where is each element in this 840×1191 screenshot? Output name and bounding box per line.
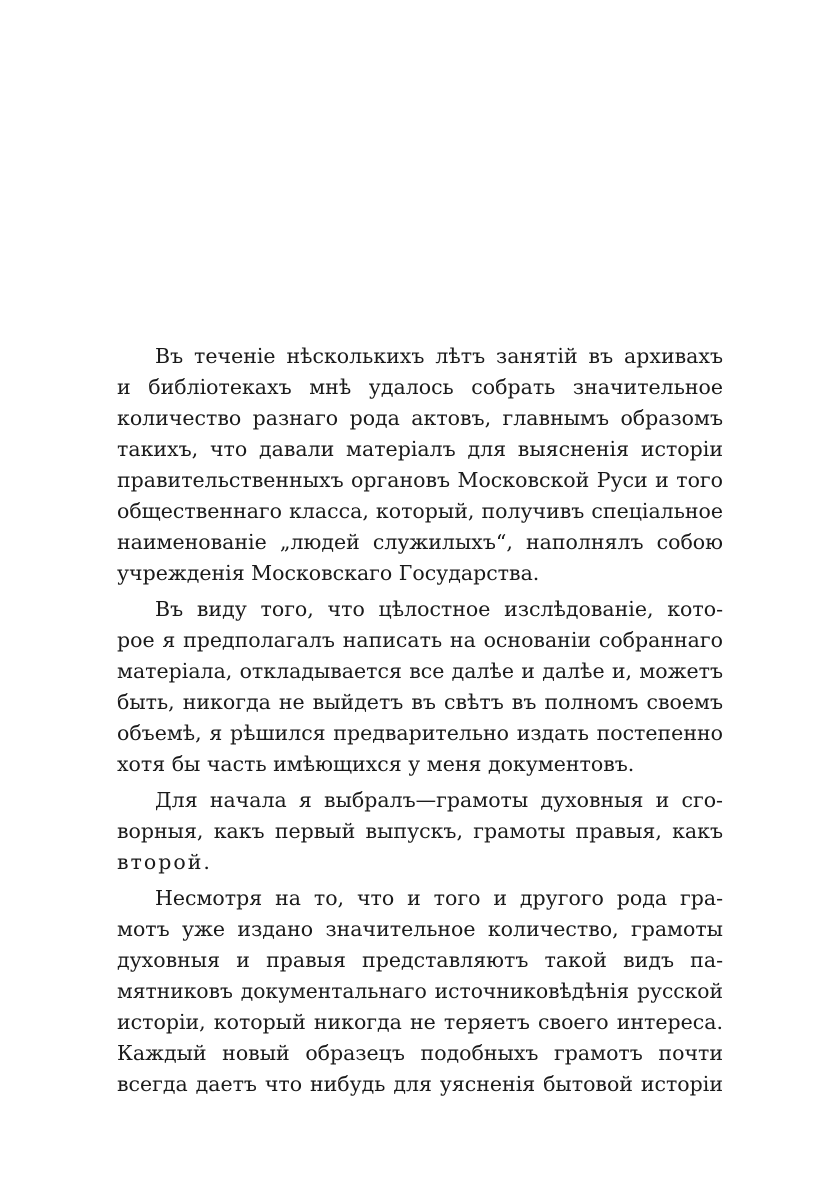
text-line: быть, никогда не выйдетъ въ свѣтъ въ полномъ своемъ: [117, 690, 723, 714]
paragraph-3: [117, 785, 723, 878]
text-line: Несмотря на то, что и того и другого рода гра-: [155, 886, 723, 910]
text-line: Каждый новый образецъ подобныхъ грамотъ почти: [117, 1041, 723, 1065]
paragraph-2: [117, 594, 723, 780]
text-line: Для начала я выбралъ—грамоты духовныя и сго-: [155, 788, 723, 812]
text-line: и библіотекахъ мнѣ удалось собрать значительное: [117, 375, 723, 399]
text-line: матеріала, откладывается все далѣе и далѣе и, можетъ: [117, 659, 723, 683]
text-line: Въ виду того, что цѣлостное изслѣдованіе, кото-: [155, 597, 723, 621]
text-line: ворныя, какъ первый выпускъ, грамоты правыя, какъ: [117, 819, 723, 843]
text-line: такихъ, что давали матеріалъ для выясненія исторіи: [117, 437, 723, 461]
text-line: количество разнаго рода актовъ, главнымъ образомъ: [117, 406, 723, 430]
text-line: мотъ уже издано значительное количество, грамоты: [117, 917, 723, 941]
text-line: исторіи, который никогда не теряетъ своего интереса.: [117, 1010, 723, 1034]
text-line: духовныя и правыя представляютъ такой видъ па-: [117, 948, 723, 972]
text-line: наименованіе „людей служилыхъ“, наполнялъ собою: [117, 530, 723, 554]
paragraph-4: [117, 883, 723, 1100]
paragraph-1: [117, 341, 723, 589]
body-text: [117, 341, 723, 1105]
text-line: рое я предполагалъ написать на основаніи собраннаго: [117, 628, 723, 652]
text-line: хотя бы часть имѣющихся у меня документовъ.: [117, 752, 635, 776]
text-line: всегда даетъ что нибудь для уясненія бытовой исторіи: [117, 1072, 723, 1096]
text-line: объемѣ, я рѣшился предварительно издать постепенно: [117, 721, 723, 745]
text-line: мятниковъ документальнаго источниковѣдѣнія русской: [117, 979, 723, 1003]
text-line: учрежденія Московскаго Государства.: [117, 561, 540, 585]
text-line: Въ теченіе нѣсколькихъ лѣтъ занятій въ архивахъ: [155, 344, 723, 368]
text-line: второй.: [117, 850, 212, 874]
text-line: общественнаго класса, который, получивъ спеціальное: [117, 499, 723, 523]
text-line: правительственныхъ органовъ Московской Руси и того: [117, 468, 723, 492]
